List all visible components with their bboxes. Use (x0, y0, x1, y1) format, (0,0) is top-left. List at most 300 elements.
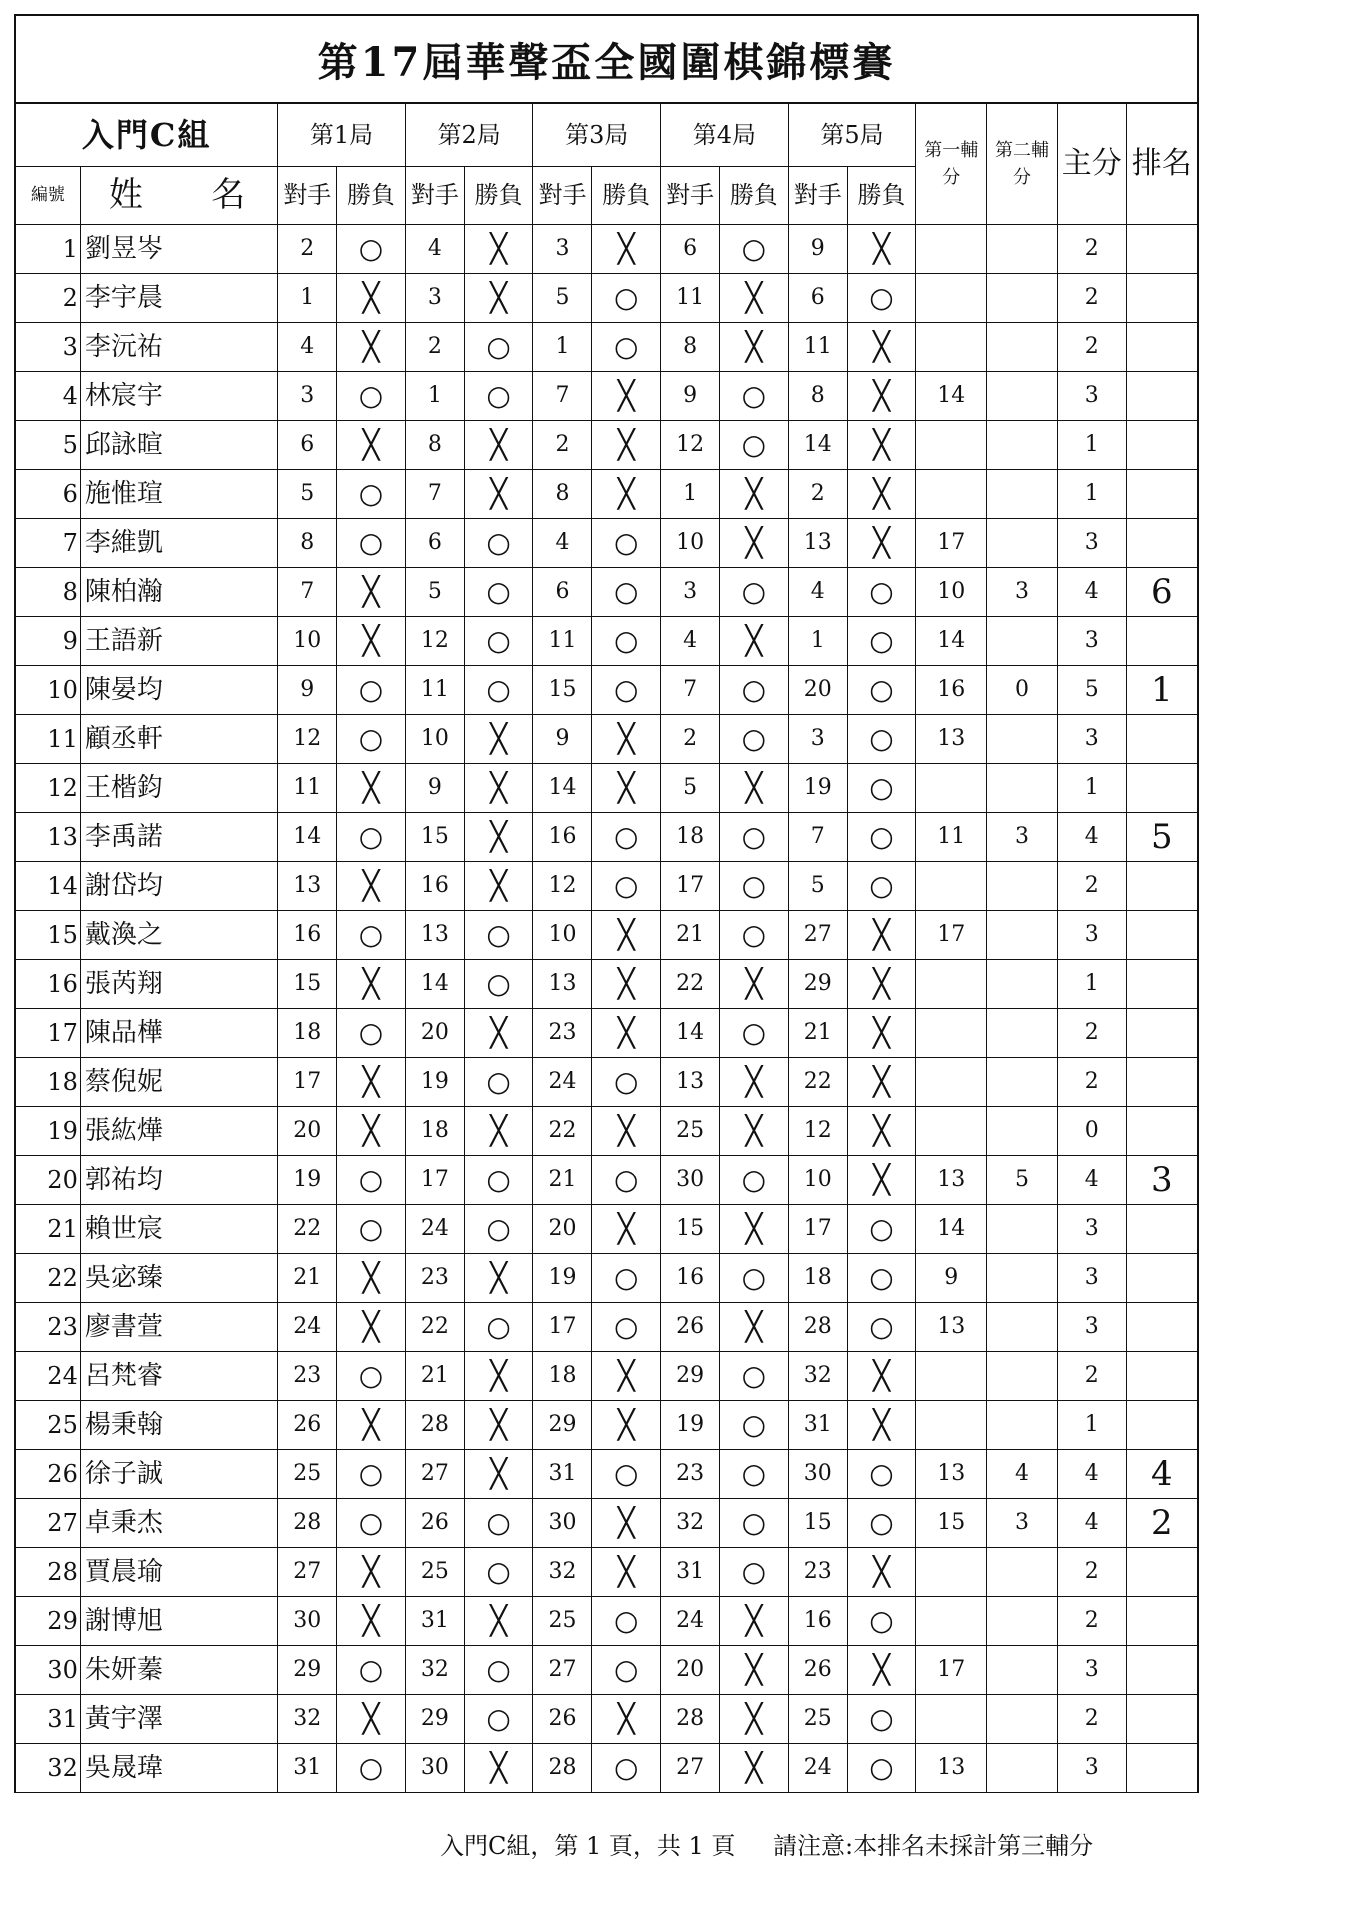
rank-cell: 1 (1126, 665, 1197, 714)
table-row (16, 1204, 1197, 1253)
player-number: 4 (16, 371, 80, 420)
opponent-cell: 11 (405, 665, 464, 714)
aux1-cell (916, 469, 987, 518)
group-label: 入門C組 (16, 104, 278, 166)
player-number: 13 (16, 812, 80, 861)
result-cell: ○ (720, 812, 789, 861)
opponent-cell: 17 (278, 1057, 337, 1106)
player-number: 29 (16, 1596, 80, 1645)
footer-page-info: 入門C組，第 1 頁，共 1 頁 (440, 1832, 736, 1860)
player-name: 邱詠暄 (80, 420, 277, 469)
opponent-cell: 6 (405, 518, 464, 567)
aux1-cell: 17 (916, 910, 987, 959)
opponent-cell: 29 (661, 1351, 720, 1400)
rank-cell (1126, 616, 1197, 665)
opponent-cell: 7 (533, 371, 592, 420)
table-row (16, 1743, 1197, 1792)
player-number: 25 (16, 1400, 80, 1449)
opponent-cell: 20 (278, 1106, 337, 1155)
result-cell: ○ (847, 616, 916, 665)
result-cell: ○ (720, 1253, 789, 1302)
opponent-cell: 26 (533, 1694, 592, 1743)
rank-cell (1126, 1351, 1197, 1400)
table-row (16, 1400, 1197, 1449)
opponent-cell: 29 (278, 1645, 337, 1694)
result-cell: ○ (847, 763, 916, 812)
opponent-cell: 9 (533, 714, 592, 763)
opponent-cell: 28 (788, 1302, 847, 1351)
player-number: 8 (16, 567, 80, 616)
result-cell: ○ (592, 1645, 661, 1694)
result-cell: ╳ (337, 273, 406, 322)
opponent-cell: 26 (788, 1645, 847, 1694)
player-number: 15 (16, 910, 80, 959)
table-row (16, 861, 1197, 910)
player-name: 郭祐均 (80, 1155, 277, 1204)
result-cell: ╳ (592, 420, 661, 469)
player-number: 10 (16, 665, 80, 714)
aux1-cell: 13 (916, 1743, 987, 1792)
opponent-cell: 27 (405, 1449, 464, 1498)
result-header: 勝負 (464, 166, 533, 224)
result-cell: ○ (847, 1302, 916, 1351)
result-cell: ╳ (720, 1743, 789, 1792)
opponent-cell: 27 (533, 1645, 592, 1694)
main-score-cell: 3 (1057, 1253, 1126, 1302)
opponent-cell: 17 (661, 861, 720, 910)
opponent-cell: 14 (788, 420, 847, 469)
opponent-cell: 19 (661, 1400, 720, 1449)
player-name: 戴渙之 (80, 910, 277, 959)
result-cell: ╳ (720, 1596, 789, 1645)
opponent-cell: 23 (278, 1351, 337, 1400)
result-cell: ╳ (464, 420, 533, 469)
opponent-cell: 14 (661, 1008, 720, 1057)
aux2-cell (987, 1253, 1058, 1302)
opponent-cell: 8 (661, 322, 720, 371)
opponent-cell: 20 (661, 1645, 720, 1694)
aux2-cell (987, 1743, 1058, 1792)
opponent-cell: 21 (661, 910, 720, 959)
aux1-cell: 13 (916, 714, 987, 763)
main-score-cell: 4 (1057, 812, 1126, 861)
opponent-cell: 28 (661, 1694, 720, 1743)
result-cell: ╳ (847, 1547, 916, 1596)
result-cell: ╳ (464, 273, 533, 322)
result-cell: ╳ (592, 1694, 661, 1743)
result-cell: ○ (720, 1449, 789, 1498)
opponent-cell: 28 (533, 1743, 592, 1792)
opponent-header: 對手 (405, 166, 464, 224)
result-cell: ○ (592, 616, 661, 665)
result-cell: ○ (592, 1155, 661, 1204)
result-cell: ○ (464, 1302, 533, 1351)
main-score-cell: 3 (1057, 1204, 1126, 1253)
opponent-cell: 29 (405, 1694, 464, 1743)
main-score-cell: 3 (1057, 518, 1126, 567)
player-number: 32 (16, 1743, 80, 1792)
opponent-cell: 30 (661, 1155, 720, 1204)
rank-cell (1126, 1302, 1197, 1351)
result-cell: ○ (337, 518, 406, 567)
result-cell: ○ (720, 1547, 789, 1596)
result-cell: ╳ (337, 861, 406, 910)
aux1-cell: 15 (916, 1498, 987, 1547)
opponent-cell: 32 (661, 1498, 720, 1547)
player-name: 廖書萱 (80, 1302, 277, 1351)
result-cell: ○ (720, 1351, 789, 1400)
result-cell: ○ (720, 861, 789, 910)
opponent-cell: 3 (788, 714, 847, 763)
table-row (16, 959, 1197, 1008)
result-cell: ○ (464, 1547, 533, 1596)
number-header: 編號 (16, 166, 80, 224)
result-cell: ╳ (847, 910, 916, 959)
aux2-cell (987, 1351, 1058, 1400)
aux1-cell: 14 (916, 616, 987, 665)
result-cell: ╳ (720, 1645, 789, 1694)
player-name: 陳品樺 (80, 1008, 277, 1057)
aux1-cell: 17 (916, 518, 987, 567)
aux1-cell (916, 1547, 987, 1596)
player-name: 吳宓臻 (80, 1253, 277, 1302)
opponent-cell: 11 (278, 763, 337, 812)
rank-cell (1126, 1106, 1197, 1155)
result-cell: ○ (464, 371, 533, 420)
opponent-cell: 3 (533, 224, 592, 273)
result-cell: ○ (592, 1743, 661, 1792)
round-header: 第4局 (661, 104, 789, 166)
opponent-cell: 7 (661, 665, 720, 714)
opponent-cell: 3 (405, 273, 464, 322)
main-score-cell: 3 (1057, 1743, 1126, 1792)
opponent-cell: 1 (533, 322, 592, 371)
opponent-cell: 16 (278, 910, 337, 959)
rank-cell (1126, 322, 1197, 371)
result-cell: ╳ (464, 1351, 533, 1400)
opponent-cell: 5 (278, 469, 337, 518)
rank-cell (1126, 959, 1197, 1008)
player-name: 施惟瑄 (80, 469, 277, 518)
opponent-cell: 15 (405, 812, 464, 861)
opponent-cell: 22 (533, 1106, 592, 1155)
result-cell: ○ (847, 1204, 916, 1253)
result-cell: ╳ (464, 861, 533, 910)
opponent-cell: 31 (661, 1547, 720, 1596)
aux1-cell (916, 224, 987, 273)
result-cell: ╳ (592, 763, 661, 812)
table-row (16, 763, 1197, 812)
player-number: 26 (16, 1449, 80, 1498)
opponent-cell: 11 (661, 273, 720, 322)
result-cell: ○ (337, 1498, 406, 1547)
main-score-cell: 3 (1057, 714, 1126, 763)
opponent-cell: 8 (405, 420, 464, 469)
main-score-cell: 2 (1057, 1596, 1126, 1645)
result-cell: ○ (337, 1743, 406, 1792)
player-name: 顧丞軒 (80, 714, 277, 763)
table-row (16, 812, 1197, 861)
table-row (16, 1057, 1197, 1106)
result-cell: ╳ (337, 567, 406, 616)
result-cell: ╳ (464, 469, 533, 518)
table-row (16, 1155, 1197, 1204)
result-cell: ╳ (720, 322, 789, 371)
result-cell: ○ (337, 1645, 406, 1694)
main-score-cell: 4 (1057, 1498, 1126, 1547)
opponent-cell: 15 (661, 1204, 720, 1253)
opponent-cell: 27 (661, 1743, 720, 1792)
result-cell: ○ (464, 1694, 533, 1743)
opponent-cell: 12 (788, 1106, 847, 1155)
opponent-cell: 5 (405, 567, 464, 616)
result-cell: ○ (847, 567, 916, 616)
opponent-cell: 14 (278, 812, 337, 861)
opponent-cell: 5 (661, 763, 720, 812)
rank-cell (1126, 1596, 1197, 1645)
player-name: 張芮翔 (80, 959, 277, 1008)
opponent-cell: 13 (661, 1057, 720, 1106)
result-cell: ╳ (847, 1106, 916, 1155)
main-score-cell: 1 (1057, 469, 1126, 518)
aux1-cell: 14 (916, 1204, 987, 1253)
player-name: 王楷鈞 (80, 763, 277, 812)
opponent-cell: 16 (661, 1253, 720, 1302)
player-number: 16 (16, 959, 80, 1008)
opponent-cell: 31 (405, 1596, 464, 1645)
round-header: 第5局 (788, 104, 916, 166)
main-score-cell: 1 (1057, 420, 1126, 469)
player-name: 謝博旭 (80, 1596, 277, 1645)
opponent-cell: 25 (533, 1596, 592, 1645)
opponent-cell: 1 (788, 616, 847, 665)
main-score-header: 主分 (1057, 104, 1126, 224)
result-cell: ╳ (847, 959, 916, 1008)
main-score-cell: 3 (1057, 371, 1126, 420)
result-cell: ○ (337, 1449, 406, 1498)
result-cell: ╳ (464, 714, 533, 763)
result-cell: ○ (337, 1351, 406, 1400)
opponent-cell: 4 (661, 616, 720, 665)
table-row (16, 224, 1197, 273)
opponent-cell: 17 (405, 1155, 464, 1204)
opponent-cell: 4 (278, 322, 337, 371)
result-cell: ○ (847, 861, 916, 910)
rank-cell: 5 (1126, 812, 1197, 861)
opponent-cell: 12 (405, 616, 464, 665)
result-cell: ○ (720, 1008, 789, 1057)
result-cell: ╳ (847, 1351, 916, 1400)
rank-cell (1126, 1743, 1197, 1792)
table-row (16, 420, 1197, 469)
result-cell: ╳ (720, 1204, 789, 1253)
aux2-cell (987, 1694, 1058, 1743)
rank-cell (1126, 518, 1197, 567)
opponent-cell: 2 (278, 224, 337, 273)
aux2-cell (987, 714, 1058, 763)
aux1-cell (916, 1057, 987, 1106)
opponent-cell: 16 (533, 812, 592, 861)
aux1-cell (916, 763, 987, 812)
rank-cell (1126, 1008, 1197, 1057)
opponent-cell: 21 (278, 1253, 337, 1302)
opponent-cell: 18 (533, 1351, 592, 1400)
result-cell: ╳ (720, 1106, 789, 1155)
rank-cell (1126, 1253, 1197, 1302)
table-row (16, 1498, 1197, 1547)
opponent-cell: 6 (278, 420, 337, 469)
player-number: 21 (16, 1204, 80, 1253)
result-cell: ╳ (337, 1547, 406, 1596)
result-cell: ○ (464, 1645, 533, 1694)
result-cell: ╳ (720, 469, 789, 518)
opponent-cell: 26 (278, 1400, 337, 1449)
main-score-cell: 1 (1057, 1400, 1126, 1449)
aux1-cell (916, 959, 987, 1008)
result-cell: ╳ (592, 1498, 661, 1547)
table-row (16, 714, 1197, 763)
result-cell: ○ (592, 1057, 661, 1106)
aux2-cell (987, 420, 1058, 469)
player-number: 1 (16, 224, 80, 273)
opponent-cell: 21 (788, 1008, 847, 1057)
result-cell: ○ (337, 1155, 406, 1204)
player-name: 蔡倪妮 (80, 1057, 277, 1106)
result-cell: ╳ (337, 1057, 406, 1106)
aux1-cell (916, 1351, 987, 1400)
table-row (16, 1302, 1197, 1351)
player-name: 徐子誠 (80, 1449, 277, 1498)
round-header: 第3局 (533, 104, 661, 166)
result-cell: ╳ (337, 1253, 406, 1302)
table-row (16, 1449, 1197, 1498)
opponent-cell: 13 (533, 959, 592, 1008)
result-cell: ╳ (592, 714, 661, 763)
opponent-cell: 27 (788, 910, 847, 959)
result-cell: ╳ (337, 616, 406, 665)
player-number: 3 (16, 322, 80, 371)
player-name: 李維凱 (80, 518, 277, 567)
player-number: 11 (16, 714, 80, 763)
opponent-cell: 10 (661, 518, 720, 567)
rank-cell (1126, 420, 1197, 469)
aux2-cell (987, 1057, 1058, 1106)
main-score-cell: 4 (1057, 1155, 1126, 1204)
result-cell: ╳ (464, 763, 533, 812)
opponent-cell: 10 (788, 1155, 847, 1204)
opponent-cell: 32 (533, 1547, 592, 1596)
rank-cell (1126, 469, 1197, 518)
result-cell: ╳ (592, 224, 661, 273)
result-cell: ○ (847, 1743, 916, 1792)
table-row (16, 1253, 1197, 1302)
opponent-cell: 7 (788, 812, 847, 861)
opponent-cell: 23 (533, 1008, 592, 1057)
aux2-cell (987, 1302, 1058, 1351)
main-score-cell: 2 (1057, 224, 1126, 273)
result-cell: ○ (847, 273, 916, 322)
rank-cell (1126, 910, 1197, 959)
result-cell: ○ (337, 469, 406, 518)
main-score-cell: 2 (1057, 861, 1126, 910)
aux2-cell (987, 469, 1058, 518)
opponent-cell: 28 (405, 1400, 464, 1449)
result-cell: ○ (464, 616, 533, 665)
aux1-cell: 14 (916, 371, 987, 420)
opponent-cell: 10 (278, 616, 337, 665)
rank-cell (1126, 763, 1197, 812)
result-cell: ○ (592, 1449, 661, 1498)
opponent-cell: 14 (405, 959, 464, 1008)
main-score-cell: 3 (1057, 910, 1126, 959)
result-cell: ○ (337, 714, 406, 763)
main-score-cell: 5 (1057, 665, 1126, 714)
opponent-cell: 6 (533, 567, 592, 616)
aux2-cell: 0 (987, 665, 1058, 714)
result-cell: ╳ (592, 469, 661, 518)
result-cell: ○ (592, 1302, 661, 1351)
rank-cell (1126, 861, 1197, 910)
result-cell: ╳ (592, 1547, 661, 1596)
result-cell: ○ (847, 714, 916, 763)
result-cell: ○ (464, 567, 533, 616)
player-name: 王語新 (80, 616, 277, 665)
result-cell: ╳ (464, 1596, 533, 1645)
opponent-cell: 25 (278, 1449, 337, 1498)
result-cell: ○ (847, 1449, 916, 1498)
opponent-cell: 12 (661, 420, 720, 469)
aux2-cell (987, 1106, 1058, 1155)
player-number: 19 (16, 1106, 80, 1155)
rank-cell: 6 (1126, 567, 1197, 616)
aux2-cell: 3 (987, 567, 1058, 616)
opponent-cell: 31 (278, 1743, 337, 1792)
player-name: 劉昱岑 (80, 224, 277, 273)
rank-cell (1126, 1057, 1197, 1106)
player-number: 31 (16, 1694, 80, 1743)
table-row (16, 371, 1197, 420)
opponent-cell: 8 (533, 469, 592, 518)
opponent-cell: 3 (661, 567, 720, 616)
player-name: 李沅祐 (80, 322, 277, 371)
player-number: 7 (16, 518, 80, 567)
opponent-cell: 10 (405, 714, 464, 763)
opponent-cell: 6 (788, 273, 847, 322)
player-name: 朱妍蓁 (80, 1645, 277, 1694)
opponent-cell: 11 (788, 322, 847, 371)
opponent-cell: 29 (788, 959, 847, 1008)
opponent-cell: 2 (405, 322, 464, 371)
opponent-cell: 9 (405, 763, 464, 812)
player-number: 22 (16, 1253, 80, 1302)
result-cell: ○ (720, 665, 789, 714)
opponent-cell: 11 (533, 616, 592, 665)
opponent-cell: 9 (661, 371, 720, 420)
opponent-cell: 19 (405, 1057, 464, 1106)
result-cell: ╳ (720, 1302, 789, 1351)
aux2-cell (987, 273, 1058, 322)
result-cell: ○ (592, 322, 661, 371)
opponent-cell: 15 (278, 959, 337, 1008)
results-table (16, 104, 1197, 1793)
opponent-cell: 6 (661, 224, 720, 273)
player-number: 6 (16, 469, 80, 518)
result-cell: ○ (847, 1694, 916, 1743)
rank-cell (1126, 1400, 1197, 1449)
main-score-cell: 1 (1057, 959, 1126, 1008)
result-cell: ╳ (847, 1645, 916, 1694)
opponent-cell: 22 (405, 1302, 464, 1351)
